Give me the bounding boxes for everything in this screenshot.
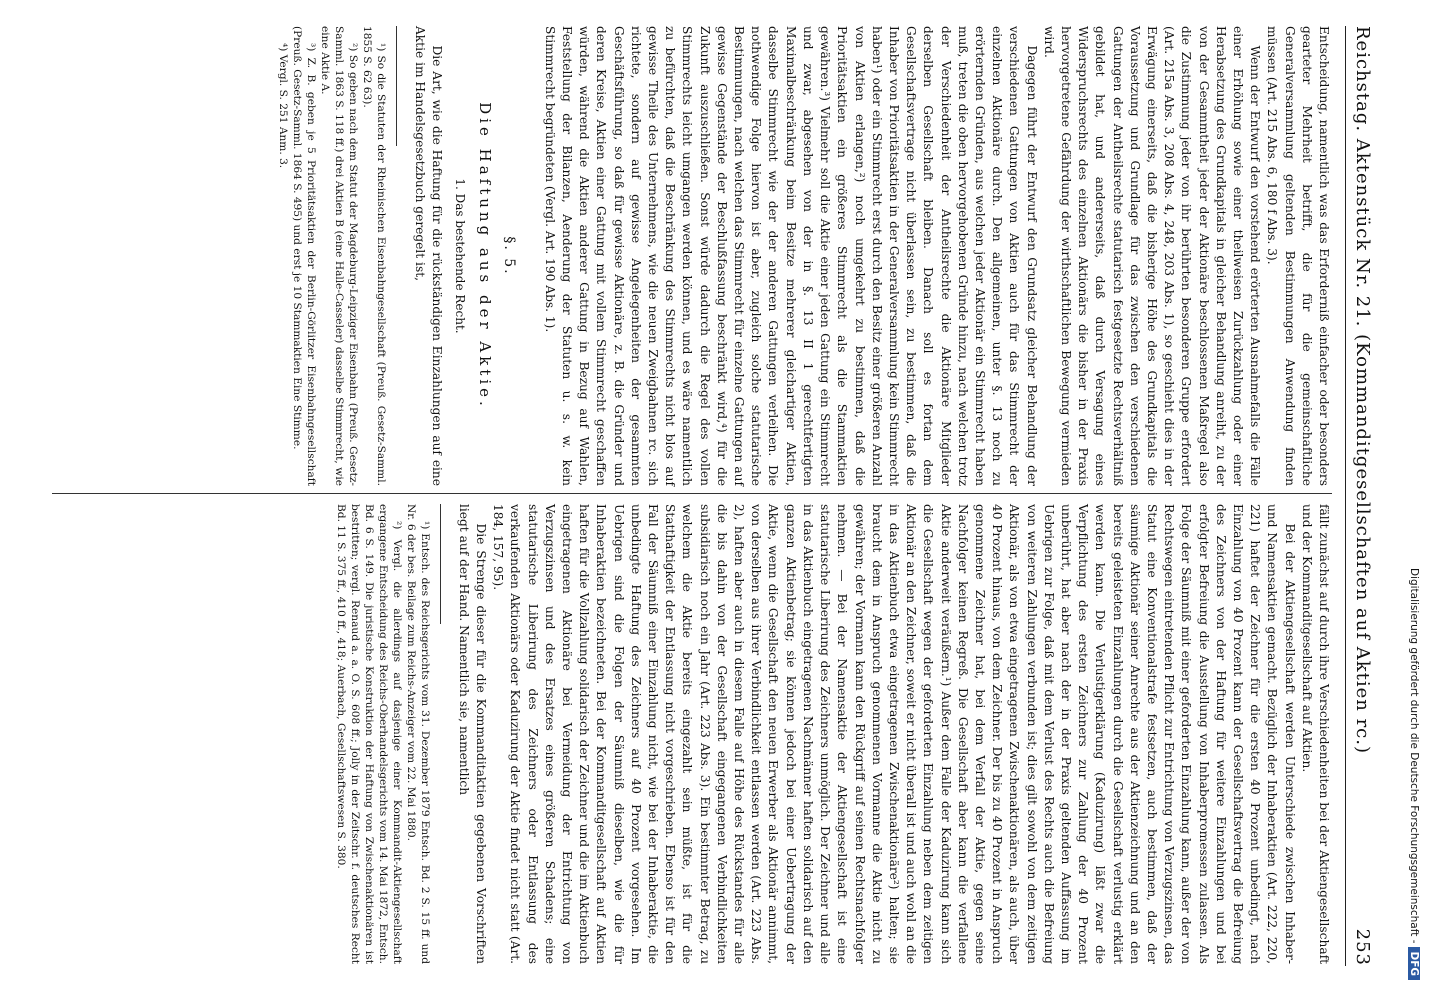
- running-title: Reichstag. Aktenstück Nr. 21. (Kommanditgesellschaften auf Aktien rc.): [1352, 26, 1374, 755]
- footnote: ⁴) Vergl. S. 251 Anm. 3.: [276, 42, 289, 169]
- document-page: [20, 0, 1390, 990]
- paragraph: Wenn der Entwurf den vorstehend erörterten Ausnahmefalls die Fälle einer Erhöhung sowie einer theilweisen Zurückzahlung oder einer Herabsetzung des Grundkapitals in gleicher Behandlung anreiht, zu der von der Gesammtheit jeder der Aktionäre beschlossenen Maßregel also die Zustimmung jeder von ihr berührten besonderen Gruppe erfordert (Art. 215a Abs. 3, 208 Abs. 4, 248, 203 Abs. 1), so geschieht dies in der Erwägung einerseits, daß die bisherige Höhe des Grundkapitals die Voraussetzung und Grundlage für das zwischen den verschiedenen Gattungen der Antheilsrechte statutarisch festgesetzte Rechtsverhältniß gebildet hat, und andererseits, daß durch Versagung eines Widerspruchsrechts des einzelnen Aktionärs die bisher in der Praxis hervorgetretene Gefährdung der wirthschaftlichen Bewegung vermieden wird.: [1041, 26, 1263, 486]
- footnote-rule: [396, 26, 397, 146]
- footnote: ²) So geben nach dem Statut der Magdeburg-Leipziger Eisenbahn (Preuß. Gesetz-Samml. 1863 S. 118 ff.) drei Aktien B (eine Halle-Casseler) dasselbe Stimmrecht, wie eine Aktie A.: [318, 26, 359, 486]
- section-number: §. 5.: [500, 236, 517, 276]
- paragraph: Bei der Aktiengesellschaft werden Unterschiede zwischen Inhaber- und Namensaktien gemacht. Bezüglich der Inhaberaktien (Art. 222, 220, 221) haftet der Zeichner für die ersten 40 Prozent unbedingt, nach Einzahlung von 40 Prozent kann der Gesellschaftsvertrag die Befreiung des Zeichners von der Haftung für weitere Einzahlungen und bei erfolgter Befreiung die Ausstellung von Inhaberpromessen zulassen. Als Folge der Säumniß mit einer geforderten Einzahlung kann, außer der von Rechtswegen eintretenden Pflicht zur Entrichtung von Verzugszinsen, das Statut eine Konventionalstrafe festsetzen, auch bestimmen, daß der säumige Aktionär seiner Anrechte aus der Aktienzeichnung und an den bereits geleisteten Einzahlungen durch die Gesellschaft verlustig erklärt werden kann. Die Verlustigerklärung (Kaduzirung) läßt zwar die Verpflichtung des ersten Zeichners zur Zahlung der 40 Prozent unberührt, hat aber nach der in der Praxis geltenden Auffassung im Uebrigen zur Folge, daß mit dem Verlust des Rechts auch die Befreiung von weiteren Zahlungen verbunden ist; dies gilt sowohl von dem zeitigen Aktionär, als von etwa eingetragenen Zwischenaktionären, als auch, über 40 Prozent hinaus, von dem Zeichner. Der bis zu 40 Prozent in Anspruch genommene Zeichner hat, bei dem Verfall der Aktie, gegen seine Nachfolger keinen Regreß. Die Gesellschaft aber kann die verfallene Aktie anderweit veräußern.¹) Außer dem Falle der Kaduzirung kann sich die Gesellschaft wegen der geforderten Einzahlung neben dem zeitigen Aktionär an den Zeichner, soweit er nicht überall ist und auch wohl an die in das Aktienbuch etwa eingetragenen Zwischenaktionäre²) halten; sie braucht dem in Anspruch genommenen Vormanne die Aktie nicht zu gewähren; der Vormann kann den Rückgriff auf seinen Rechtsnachfolger nehmen. — Bei der Namensaktie der Aktiengesellschaft ist eine statutarische Liberirung des Zeichners unmöglich. Der Zeichner und alle in das Aktienbuch eingetragenen Nachmänner haften solidarisch auf den ganzen Aktienbetrag; sie können jedoch bei einer Uebertragung der Aktie, wenn die Gesellschaft den neuen Erwerber als Aktionär annimmt, von derselben aus ihrer Verbindlichkeit entlassen werden (Art. 223 Abs. 2), haften aber auch in diesem Falle auf Höhe des Rückstandes für alle die bis dahin von der Gesellschaft eingegangenen Verbindlichkeiten subsidiarisch noch ein Jahr (Art. 223 Abs. 3). Ein bestimmter Betrag, zu welchem die Aktie bereits eingezahlt sein müßte, ist für die Statthaftigkeit der Entlassung nicht vorgeschrieben. Ebenso ist für den Fall der Säumniß einer Einzahlung nicht, wie bei der Inhaberaktie, die unbedingte Haftung des Zeichners auf 40 Prozent vorgesehen. Im Uebrigen sind die Folgen der Säumniß dieselben, wie die für Inhaberaktien bezeichneten. Bei der Kommanditgesellschaft auf Aktien haften für die Vollzahlung solidarisch der Zeichner und die im Aktienbuch eingetragenen Aktionäre bei Vermeidung der Entrichtung von Verzugszinsen und des Ersatzes eines größeren Schadens; eine statutarische Liberirung des Zeichners oder Entlassung des verkaufenden Aktionärs oder Kaduzirung der Aktie findet nicht statt (Art. 184, 157, 95).: [491, 504, 1297, 964]
- credit-text: Digitalisierung gefördert durch die Deutsche Forschungsgemeinschaft -: [1408, 567, 1420, 944]
- footnote: ²) Vergl. die allerdings auf dasjenige einer Kommandit-Aktiengesellschaft ergangene Entscheidung des Reichs-Oberhandelsgerichts vom 14. Mai 1872, Entsch. Bd. 6 S. 149. Die juristische Konstruktion der Haftung von Zwischenaktionären ist bestritten; vergl. Renaud a. a. O. S. 608 ff.; Jolly in der Zeitschr. f. deutsches Recht Bd. 11 S. 375 ff., 410 ff., 418; Auerbach, Gesellschaftswesen S. 380.: [334, 504, 403, 964]
- page-header: [1345, 26, 1380, 966]
- footnote: ¹) Entsch. des Reichsgerichts vom 31. Dezember 1879 Entsch. Bd. 2 S. 15 ff. und Nr. 6 der bes. Beilage zum Reichs-Anzeiger vom 22. Mai 1880.: [404, 504, 431, 964]
- paragraph: Dagegen führt der Entwurf den Grundsatz gleicher Behandlung der verschiedenen Gattungen von Aktien auch für das Stimmrecht der einzelnen Aktionäre durch. Den allgemeinen, unter §. 13 noch zu erörternden Gründen, aus welchen jeder Aktionär ein Stimmrecht haben muß, treten die oben hervorgehobenen Gründe hinzu, nach welchen trotz der Verschiedenheit der Antheilsrechte die Aktionäre Mitglieder derselben Gesellschaft bleiben. Danach soll es fortan dem Gesellschaftsvertrage nicht überlassen sein, zu bestimmen, daß die Inhaber von Prioritätsaktien in der Generalversammlung kein Stimmrecht haben¹) oder ein Stimmrecht erst durch den Besitz einer größeren Anzahl von Aktien erlangen,²) noch umgekehrt zu bestimmen, daß die Prioritätsaktien ein größeres Stimmrecht als die Stammaktien gewähren.³) Vielmehr soll die Aktie einer jeden Gattung ein Stimmrecht und zwar, abgesehen von der in §. 13 II 1 gerechtfertigten Maximalbeschränkung beim Besitze mehrerer gleichartiger Aktien, dasselbe Stimmrecht wie der der anderen Gattungen verleihen. Die nothwendige Folge hiervon ist aber, zugleich solche statutarische Bestimmungen, nach welchen das Stimmrecht für einzelne Gattungen auf gewisse Gegenstände der Beschlußfassung beschränkt wird,⁴) für die Zukunft auszuschließen. Sonst würde dadurch die Regel des vollen Stimmrechts leicht umgangen werden können, und es wäre namentlich zu befürchten, daß die Beschränkung des Stimmrechts nicht blos auf gewisse Theile des Unternehmens, wie die neuen Zweigbahnen rc. sich richtete, sondern auf gewisse Angelegenheiten der gesammten Geschäftsführung, so daß für gewisse Aktionäre, z. B. die Gründer und deren Kreise, Aktien einer Gattung mit vollem Stimmrecht geschaffen würden, während die Aktien anderer Gattung in Bezug auf Wahlen, Feststellung der Bilanzen, Aenderung der Statuten u. s. w. kein Stimmrecht begründeten (Vergl. Art. 190 Abs. 1).: [542, 26, 1039, 486]
- footnote-rule: [440, 504, 441, 624]
- left-column: [276, 26, 1332, 486]
- section-subheading: 1. Das bestehende Recht.: [453, 178, 468, 334]
- footnote: ¹) So die Statuten der Rheinischen Eisenbahngesellschaft (Preuß. Gesetz-Samml. 1855 S. 62 63).: [360, 26, 387, 486]
- dfg-logo: DFG: [1408, 947, 1420, 980]
- right-column: [334, 504, 1332, 964]
- paragraph: Die Strenge dieser für die Kommanditaktien gegebenen Vorschriften liegt auf der Hand. Namentlich sie, namentlich: [456, 504, 489, 964]
- paragraph: Entscheidung, namentlich was das Erforderniß einfacher oder besonders gearteter Mehrheit betrifft, die für die gemeinschaftliche Generalversammlung geltenden Bestimmungen Anwendung finden müssen (Art. 215 Abs. 6, 180 f Abs. 3).: [1265, 26, 1331, 486]
- column-divider: [52, 493, 1332, 494]
- footnote: ³) Z. B. geben je 5 Prioritätsaktien der Berlin-Görlitzer Eisenbahngesellschaft (Preuß. Gesetz-Samml. 1864 S. 495) und erst je 10 Stammaktien Eine Stimme.: [290, 26, 317, 486]
- paragraph: fällt zunächst auf durch ihre Verschiedenheiten bei der Aktiengesellschaft und der Kommanditgesellschaft auf Aktien.: [1299, 504, 1331, 964]
- paragraph: Die Art, wie die Haftung für die rückständigen Einzahlungen auf eine Aktie im Handelsgesetzbuch geregelt ist,: [412, 26, 445, 486]
- page-number: 253: [1352, 928, 1374, 966]
- section-title: Die Haftung aus der Aktie.: [476, 102, 495, 410]
- digitization-credit: [1398, 40, 1424, 980]
